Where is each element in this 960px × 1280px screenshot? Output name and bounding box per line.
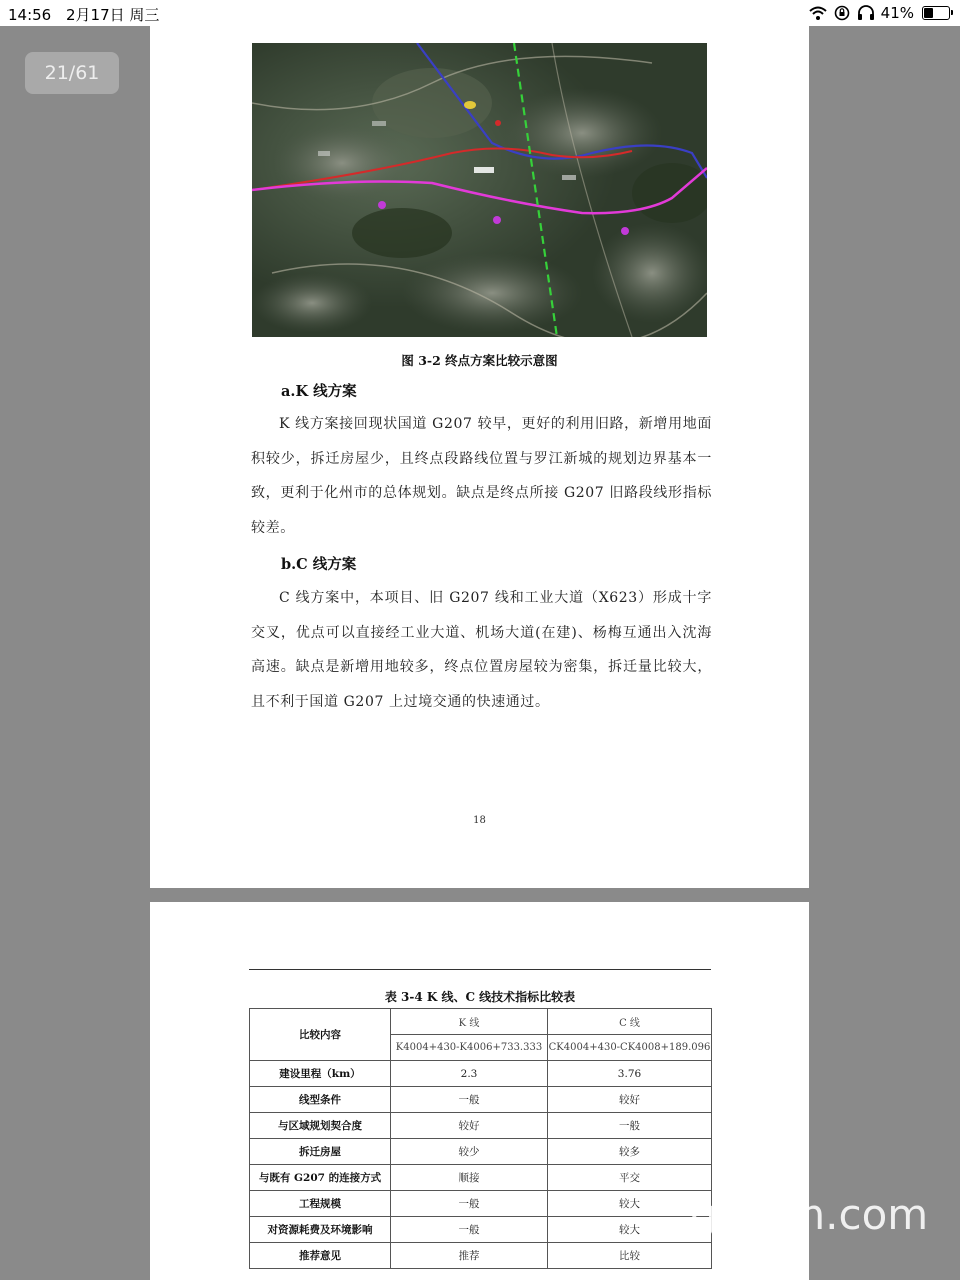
document-page-18 bbox=[150, 26, 809, 888]
table-row bbox=[250, 1087, 712, 1113]
row-c-value: 较好 bbox=[548, 1087, 712, 1113]
page-number: 18 bbox=[473, 815, 486, 826]
header-k-range: K4004+430-K4006+733.333 bbox=[391, 1035, 548, 1061]
row-c-value: 较多 bbox=[548, 1139, 712, 1165]
row-c-value: 比较 bbox=[548, 1243, 712, 1269]
header-k-name: K 线 bbox=[391, 1009, 548, 1035]
wifi-icon bbox=[809, 5, 827, 21]
row-k-value: 推荐 bbox=[391, 1243, 548, 1269]
section-a-paragraph: K 线方案接回现状国道 G207 较早，更好的利用旧路，新增用地面积较少，拆迁房屋少，且终点段路线位置与罗江新城的规划边界基本一致，更利于化州市的总体规划。缺点是终点所接 G207 旧路段线形指标较差。 bbox=[251, 416, 712, 536]
row-k-value: 一般 bbox=[391, 1191, 548, 1217]
section-b-paragraph: C 线方案中，本项目、旧 G207 线和工业大道（X623）形成十字交叉，优点可以直接经工业大道、机场大道(在建)、杨梅互通出入沈海高速。缺点是新增用地较多，终点位置房屋较为密集，拆迁量比较大，且不利于国道 G207 上过境交通的快速通过。 bbox=[251, 590, 712, 710]
row-label: 对资源耗费及环境影响 bbox=[250, 1217, 391, 1243]
row-k-value: 较好 bbox=[391, 1113, 548, 1139]
row-k-value: 较少 bbox=[391, 1139, 548, 1165]
row-label: 推荐意见 bbox=[250, 1243, 391, 1269]
row-c-value: 一般 bbox=[548, 1113, 712, 1139]
row-label: 线型条件 bbox=[250, 1087, 391, 1113]
status-time: 14:56 bbox=[8, 6, 52, 24]
table-row bbox=[250, 1139, 712, 1165]
table-row bbox=[250, 1243, 712, 1269]
headphones-icon bbox=[857, 5, 875, 21]
row-c-value: 3.76 bbox=[548, 1061, 712, 1087]
header-c-range: CK4004+430-CK4008+189.096 bbox=[548, 1035, 712, 1061]
top-rule bbox=[249, 969, 711, 970]
satellite-map-figure bbox=[252, 43, 707, 337]
comparison-table bbox=[249, 1008, 712, 1269]
section-a-heading: a.K 线方案 bbox=[281, 383, 357, 400]
figure-caption: 图 3-2 终点方案比较示意图 bbox=[401, 353, 558, 368]
battery-icon bbox=[922, 6, 950, 20]
row-c-value: 较大 bbox=[548, 1191, 712, 1217]
status-bar bbox=[0, 0, 960, 26]
table-row bbox=[250, 1165, 712, 1191]
row-c-value: 平交 bbox=[548, 1165, 712, 1191]
row-k-value: 顺接 bbox=[391, 1165, 548, 1191]
row-c-value: 较大 bbox=[548, 1217, 712, 1243]
header-c-name: C 线 bbox=[548, 1009, 712, 1035]
table-row bbox=[250, 1061, 712, 1087]
battery-fill bbox=[924, 8, 933, 18]
section-b-heading: b.C 线方案 bbox=[281, 556, 357, 573]
orientation-lock-icon bbox=[833, 5, 851, 21]
table-row bbox=[250, 1191, 712, 1217]
row-k-value: 一般 bbox=[391, 1217, 548, 1243]
status-date: 2月17日 周三 bbox=[66, 6, 160, 24]
table-caption: 表 3-4 K 线、C 线技术指标比较表 bbox=[384, 990, 576, 1004]
row-label: 建设里程（km） bbox=[250, 1061, 391, 1087]
row-label: 与区域规划契合度 bbox=[250, 1113, 391, 1139]
row-k-value: 一般 bbox=[391, 1087, 548, 1113]
row-label: 工程规模 bbox=[250, 1191, 391, 1217]
table-row bbox=[250, 1113, 712, 1139]
header-label-cell: 比较内容 bbox=[250, 1009, 391, 1061]
row-k-value: 2.3 bbox=[391, 1061, 548, 1087]
table-header-row bbox=[250, 1009, 712, 1035]
row-label: 与既有 G207 的连接方式 bbox=[250, 1165, 391, 1191]
page-indicator[interactable]: 21/61 bbox=[25, 52, 119, 94]
table-row bbox=[250, 1217, 712, 1243]
row-label: 拆迁房屋 bbox=[250, 1139, 391, 1165]
site-watermark: gdmm.com bbox=[690, 1190, 929, 1239]
battery-percent: 41% bbox=[880, 4, 914, 22]
